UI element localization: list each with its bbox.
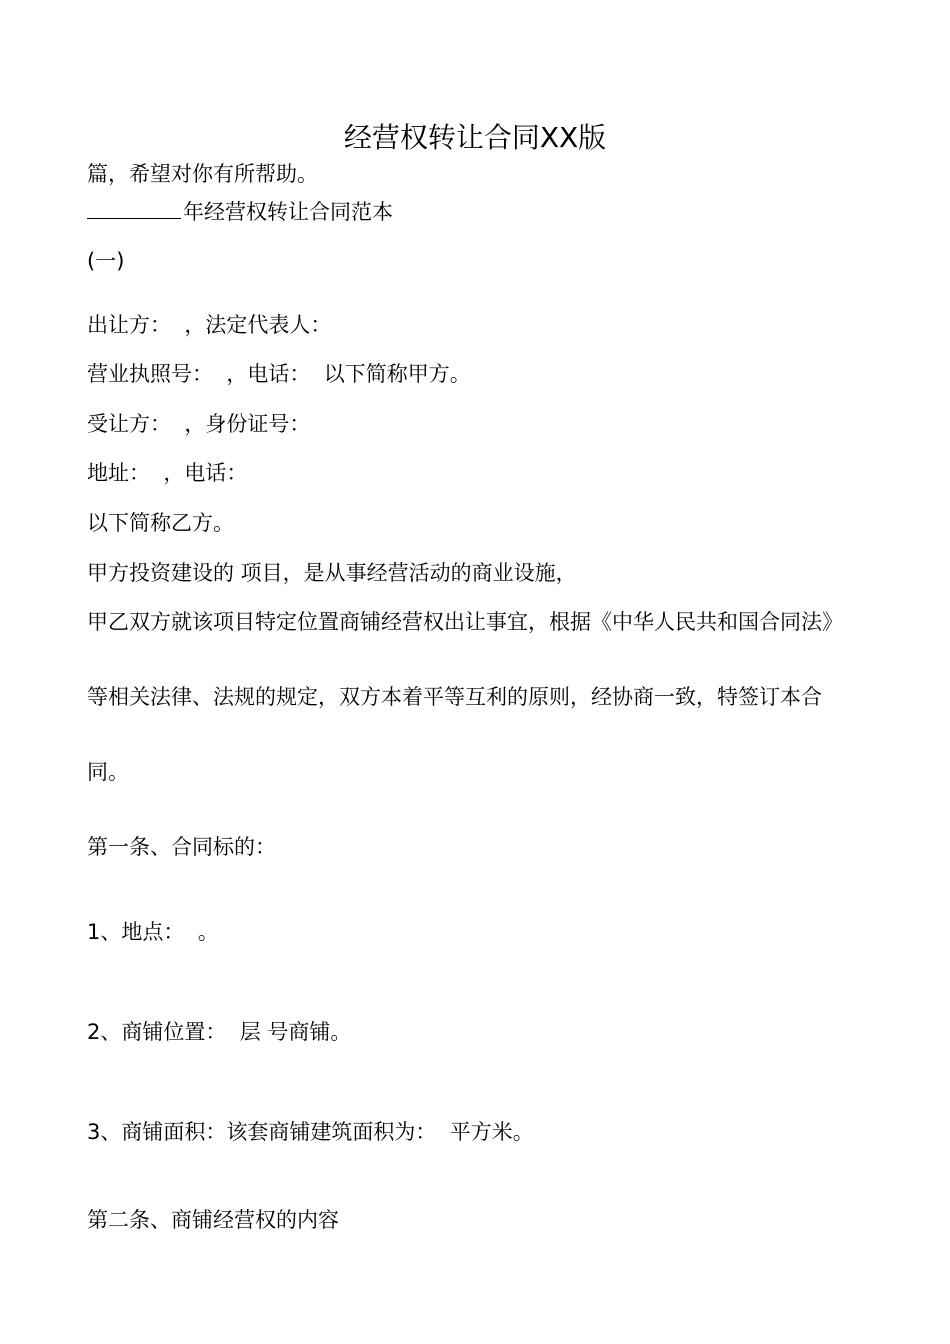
license-paragraph: 营业执照号： ，电话： 以下简称甲方。 [87,362,471,386]
section-one-heading: (一) [87,249,125,273]
address-paragraph: 地址： ，电话： [87,461,248,485]
blank-line [87,198,181,219]
basis-paragraph-2: 等相关法律、法规的规定，双方本着平等互利的原则，经协商一致，特签订本合 [87,685,822,709]
item-shop-position: 2、商铺位置： 层 号商铺。 [87,1020,352,1044]
document-title: 经营权转让合同XX版 [343,121,607,154]
intro-paragraph: 篇，希望对你有所帮助。 [87,162,318,186]
item-shop-area: 3、商铺面积：该套商铺建筑面积为： 平方米。 [87,1120,534,1144]
party-b-paragraph: 以下简称乙方。 [87,511,234,535]
basis-paragraph-1: 甲乙双方就该项目特定位置商铺经营权出让事宜，根据《中华人民共和国合同法》 [87,610,843,634]
item-location: 1、地点： 。 [87,920,219,944]
subtitle-text: 年经营权转让合同范本 [183,200,393,224]
article-two-heading: 第二条、商铺经营权的内容 [87,1208,339,1232]
background-paragraph: 甲方投资建设的 项目，是从事经营活动的商业设施， [87,561,577,585]
article-one-heading: 第一条、合同标的： [87,835,276,859]
transferee-paragraph: 受让方： ，身份证号： [87,412,311,436]
transferor-paragraph: 出让方： ，法定代表人： [87,313,332,337]
subtitle-paragraph [87,198,867,224]
basis-paragraph-3: 同。 [87,760,129,784]
